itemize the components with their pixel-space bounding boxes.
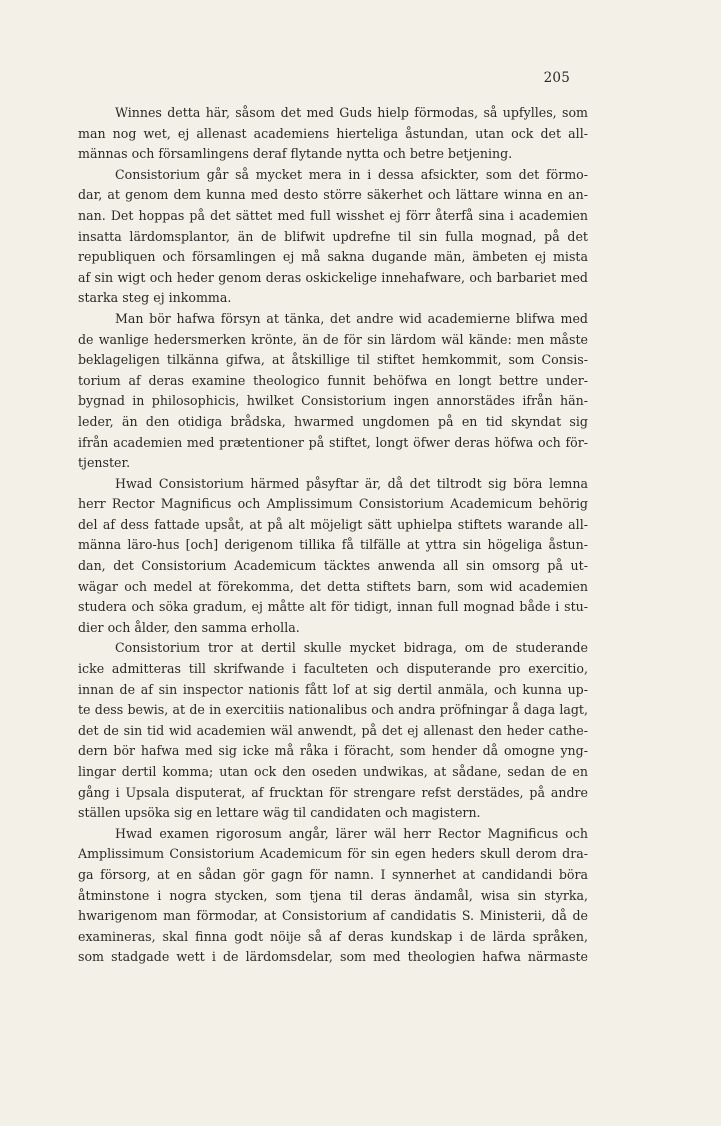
text-line: lingar dertil komma; utan ock den oseden undwikas, at sådane, sedan de en (78, 764, 588, 779)
text-line: nan. Det hoppas på det sättet med full wisshet ej förr återfå sina i academien (78, 207, 588, 223)
text-line: man nog wet, ej allenast academiens hierteliga åstundan, utan ock det all- (78, 125, 588, 141)
text-line: Man bör hafwa försyn at tänka, det andre wid academierne blifwa med (115, 310, 588, 326)
text-line: ifrån academien med prætentioner på stiftet, longt öfwer deras höfwa och för- (78, 434, 588, 450)
text-line: republiquen och församlingen ej må sakna dugande män, ämbeten ej mista (78, 249, 588, 265)
text-line: Winnes detta här, såsom det med Guds hielp förmodas, så upfylles, som (115, 105, 588, 120)
text-line: tjenster. (78, 455, 131, 471)
text-line: gång i Upsala disputerat, af frucktan för strengare refst derstädes, på andre (78, 784, 588, 800)
text-line: Consistorium tror at dertil skulle mycket bidraga, om de studerande (115, 640, 588, 656)
text-line: beklageligen tilkänna gifwa, at åtskillige til stiftet hemkommit, som Consis- (78, 352, 588, 368)
text-line: te dess bewis, at de in exercitiis nationalibus och andra pröfningar å daga lagt, (78, 702, 588, 718)
text-line: hwarigenom man förmodar, at Consistorium af candidatis S. Ministerii, då de (78, 908, 588, 924)
text-line: studera och söka gradum, ej måtte alt för tidigt, innan full mognad både i stu- (78, 599, 588, 615)
text-line: herr Rector Magnificus och Amplissimum Consistorium Academicum behörig (78, 496, 588, 512)
text-line: männa läro-hus [och] derigenom tillika få tilfälle at yttra sin högeliga åstun- (78, 537, 588, 553)
text-line: ga försorg, at en sådan gör gagn för namn. I synnerhet at candidandi böra (78, 866, 588, 882)
text-line: Consistorium går så mycket mera in i dessa afsickter, som det förmo- (115, 166, 588, 182)
text-line: dier och ålder, den samma erholla. (78, 619, 300, 635)
text-line: del af dess fattade upsåt, at på alt möjeligt sätt uphielpa stiftets warande all- (78, 516, 588, 532)
text-line: bygnad in philosophicis, hwilket Consistorium ingen annorstädes ifrån hän- (78, 393, 588, 409)
text-line: starka steg ej inkomma. (78, 290, 232, 306)
text-line: ställen upsöka sig en lettare wäg til candidaten och magistern. (78, 805, 481, 821)
text-line: insatta lärdomsplantor, än de blifwit updrefne til sin fulla mognad, på det (78, 228, 588, 244)
text-line: åtminstone i nogra stycken, som tjena til deras ändamål, wisa sin styrka, (78, 887, 588, 903)
text-line: wägar och medel at förekomma, det detta stiftets barn, som wid academien (78, 578, 588, 594)
text-line: Hwad examen rigorosum angår, lärer wäl herr Rector Magnificus och (115, 825, 588, 841)
text-line: torium af deras examine theologico funnit behöfwa en longt bettre under- (78, 372, 588, 388)
body-text (78, 103, 588, 968)
text-line: Amplissimum Consistorium Academicum för sin egen heders skull derom dra- (78, 846, 588, 862)
text-line: examineras, skal finna godt nöije så af deras kundskap i de lärda språken, (78, 928, 588, 944)
text-line: af sin wigt och heder genom deras oskickelige innehafware, och barbariet med (78, 269, 588, 285)
page-number: 205 (543, 70, 570, 86)
text-line: som stadgade wett i de lärdomsdelar, som med theologien hafwa närmaste (78, 949, 588, 965)
text-line: dar, at genom dem kunna med desto större säkerhet och lättare winna en an- (78, 187, 588, 203)
text-line: det de sin tid wid academien wäl anwendt, på det ej allenast den heder cathe- (78, 722, 588, 738)
text-line: männas och församlingens deraf flytande nytta och betre betjening. (78, 146, 513, 162)
text-line: leder, än den otidiga brådska, hwarmed ungdomen på en tid skyndat sig (78, 413, 588, 429)
text-line: Hwad Consistorium härmed påsyftar är, då det tiltrodt sig böra lemna (115, 475, 588, 491)
text-line: de wanlige hedersmerken krönte, än de för sin lärdom wäl kände: men måste (78, 331, 588, 347)
text-line: icke admitteras till skrifwande i faculteten och disputerande pro exercitio, (78, 661, 588, 677)
text-line: dan, det Consistorium Academicum täcktes anwenda all sin omsorg på ut- (78, 558, 588, 574)
text-line: innan de af sin inspector nationis fått lof at sig dertil anmäla, och kunna up- (78, 681, 588, 697)
text-line: dern bör hafwa med sig icke må råka i föracht, som hender då omogne yng- (78, 743, 588, 759)
